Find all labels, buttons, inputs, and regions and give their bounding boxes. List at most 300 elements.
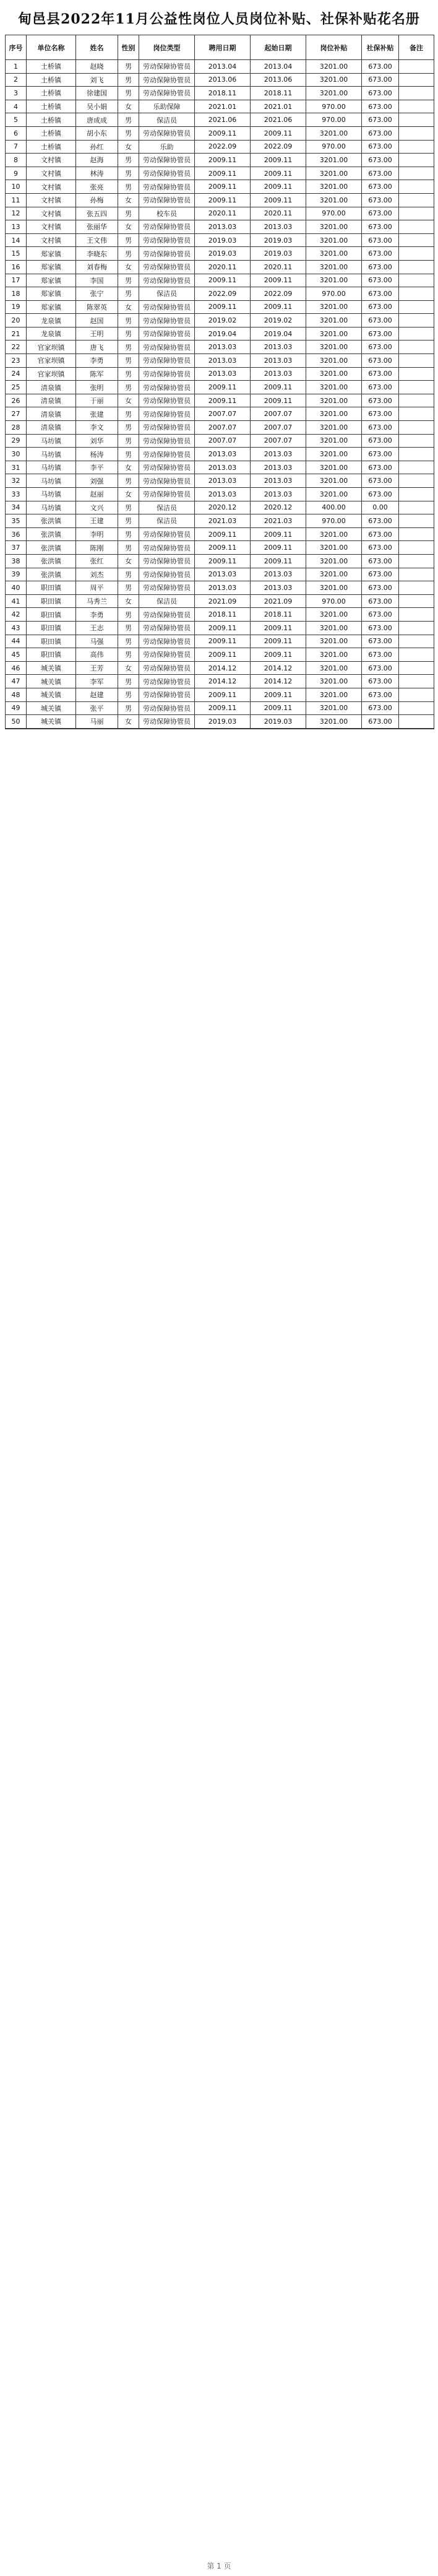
table-cell: 文村镇 xyxy=(27,207,76,220)
table-cell: 文兴 xyxy=(76,501,118,514)
table-cell xyxy=(399,340,434,353)
table-cell: 2019.03 xyxy=(251,234,306,247)
table-cell: 3201.00 xyxy=(306,662,362,675)
table-cell: 673.00 xyxy=(362,635,399,648)
table-cell: 673.00 xyxy=(362,287,399,300)
table-row xyxy=(6,435,434,448)
table-cell: 张洪镇 xyxy=(27,528,76,541)
table-cell: 3201.00 xyxy=(306,715,362,728)
table-cell: 400.00 xyxy=(306,501,362,514)
table-cell: 2013.03 xyxy=(251,488,306,501)
table-cell: 21 xyxy=(6,327,27,340)
table-cell: 郑家镇 xyxy=(27,247,76,260)
table-cell: 3201.00 xyxy=(306,74,362,87)
table-cell: 2009.11 xyxy=(251,635,306,648)
table-cell: 2009.11 xyxy=(251,381,306,394)
table-cell: 土桥镇 xyxy=(27,74,76,87)
table-cell: 673.00 xyxy=(362,541,399,554)
table-cell: 3201.00 xyxy=(306,435,362,448)
table-cell: 2013.04 xyxy=(251,60,306,73)
table-row xyxy=(6,154,434,167)
table-cell: 2009.11 xyxy=(195,180,251,193)
table-cell: 劳动保障协管员 xyxy=(139,528,195,541)
table-cell: 郑家镇 xyxy=(27,287,76,300)
table-cell: 673.00 xyxy=(362,207,399,220)
table-cell: 2009.11 xyxy=(195,635,251,648)
table-cell: 2021.03 xyxy=(251,514,306,527)
table-cell: 3201.00 xyxy=(306,274,362,287)
table-cell: 劳动保障协管员 xyxy=(139,381,195,394)
table-cell: 李勇 xyxy=(76,354,118,367)
table-cell: 12 xyxy=(6,207,27,220)
table-cell: 673.00 xyxy=(362,622,399,635)
table-cell: 王志 xyxy=(76,622,118,635)
table-cell xyxy=(399,247,434,260)
table-cell: 职田镇 xyxy=(27,595,76,608)
table-cell: 673.00 xyxy=(362,662,399,675)
table-row xyxy=(6,100,434,114)
table-cell: 26 xyxy=(6,394,27,407)
table-cell: 陈军 xyxy=(76,368,118,381)
table-cell: 李明 xyxy=(76,528,118,541)
table-cell: 男 xyxy=(118,340,139,353)
table-cell xyxy=(399,541,434,554)
table-cell: 2009.11 xyxy=(195,555,251,568)
table-row xyxy=(6,340,434,354)
table-cell: 2020.12 xyxy=(251,501,306,514)
column-header: 序号 xyxy=(6,35,27,59)
table-cell: 女 xyxy=(118,261,139,274)
table-cell xyxy=(399,167,434,180)
table-cell: 970.00 xyxy=(306,514,362,527)
table-cell: 张五四 xyxy=(76,207,118,220)
table-row xyxy=(6,622,434,635)
table-cell: 673.00 xyxy=(362,715,399,728)
table-cell: 2021.01 xyxy=(251,100,306,113)
table-cell: 张丽华 xyxy=(76,220,118,233)
table-cell: 2019.02 xyxy=(195,314,251,327)
table-cell: 2007.07 xyxy=(251,407,306,420)
table-cell: 22 xyxy=(6,340,27,353)
table-cell: 劳动保障协管员 xyxy=(139,461,195,474)
table-cell: 清泉镇 xyxy=(27,407,76,420)
table-cell: 2009.11 xyxy=(195,381,251,394)
table-cell: 49 xyxy=(6,702,27,715)
table-row xyxy=(6,301,434,314)
table-row xyxy=(6,541,434,555)
table-cell: 2013.03 xyxy=(251,474,306,487)
table-cell: 刘杰 xyxy=(76,568,118,581)
table-cell: 2013.03 xyxy=(251,220,306,233)
page-footer: 第 1 页 xyxy=(207,2562,231,2570)
table-cell: 男 xyxy=(118,314,139,327)
table-cell: 劳动保障协管员 xyxy=(139,327,195,340)
table-cell: 女 xyxy=(118,301,139,314)
table-cell: 劳动保障协管员 xyxy=(139,541,195,554)
table-header xyxy=(6,35,434,60)
table-cell: 2009.11 xyxy=(251,127,306,140)
table-cell: 文村镇 xyxy=(27,234,76,247)
table-cell: 2018.11 xyxy=(251,87,306,100)
table-cell: 龙泉镇 xyxy=(27,327,76,340)
table-cell: 男 xyxy=(118,608,139,621)
table-cell xyxy=(399,675,434,688)
column-header: 单位名称 xyxy=(27,35,76,59)
table-cell xyxy=(399,581,434,594)
table-cell: 673.00 xyxy=(362,234,399,247)
table-cell: 郑家镇 xyxy=(27,261,76,274)
table-cell xyxy=(399,688,434,701)
table-cell: 陈刚 xyxy=(76,541,118,554)
table-cell: 673.00 xyxy=(362,127,399,140)
table-cell: 劳动保障协管员 xyxy=(139,435,195,448)
table-cell: 27 xyxy=(6,407,27,420)
table-cell: 劳动保障协管员 xyxy=(139,274,195,287)
table-row xyxy=(6,514,434,528)
table-cell: 4 xyxy=(6,100,27,113)
table-cell: 郑家镇 xyxy=(27,301,76,314)
table-cell xyxy=(399,608,434,621)
table-cell: 13 xyxy=(6,220,27,233)
table-cell: 男 xyxy=(118,74,139,87)
table-cell: 2009.11 xyxy=(195,274,251,287)
table-cell: 2009.11 xyxy=(251,180,306,193)
table-cell: 2018.11 xyxy=(195,608,251,621)
table-cell: 2019.03 xyxy=(195,715,251,728)
table-cell: 3201.00 xyxy=(306,247,362,260)
table-cell xyxy=(399,154,434,167)
table-cell: 673.00 xyxy=(362,675,399,688)
table-cell: 男 xyxy=(118,327,139,340)
table-row xyxy=(6,180,434,194)
table-cell: 2009.11 xyxy=(251,622,306,635)
table-row xyxy=(6,234,434,248)
table-row xyxy=(6,702,434,716)
table-cell: 5 xyxy=(6,113,27,126)
table-cell: 8 xyxy=(6,154,27,167)
table-cell: 17 xyxy=(6,274,27,287)
table-cell xyxy=(399,501,434,514)
table-cell: 673.00 xyxy=(362,141,399,154)
table-cell: 劳动保障协管员 xyxy=(139,234,195,247)
table-cell: 2014.12 xyxy=(251,662,306,675)
table-cell xyxy=(399,287,434,300)
table-row xyxy=(6,354,434,368)
table-cell: 673.00 xyxy=(362,87,399,100)
table-cell: 44 xyxy=(6,635,27,648)
table-cell: 劳动保障协管员 xyxy=(139,474,195,487)
table-cell: 3201.00 xyxy=(306,368,362,381)
table-cell: 劳动保障协管员 xyxy=(139,74,195,87)
table-cell: 唐成成 xyxy=(76,113,118,126)
table-cell: 劳动保障协管员 xyxy=(139,555,195,568)
table-cell: 673.00 xyxy=(362,154,399,167)
table-cell: 土桥镇 xyxy=(27,113,76,126)
table-cell: 周平 xyxy=(76,581,118,594)
table-cell: 劳动保障协管员 xyxy=(139,662,195,675)
table-cell: 1 xyxy=(6,60,27,73)
table-row xyxy=(6,141,434,154)
table-cell: 劳动保障协管员 xyxy=(139,301,195,314)
table-row xyxy=(6,194,434,207)
table-cell: 吴小娟 xyxy=(76,100,118,113)
table-row xyxy=(6,167,434,181)
table-cell: 乐助 xyxy=(139,141,195,154)
table-cell: 男 xyxy=(118,648,139,661)
table-cell: 马坊镇 xyxy=(27,474,76,487)
table-cell: 2009.11 xyxy=(251,154,306,167)
table-cell: 张建 xyxy=(76,407,118,420)
table-cell: 李文 xyxy=(76,421,118,434)
table-cell: 男 xyxy=(118,407,139,420)
table-cell: 职田镇 xyxy=(27,648,76,661)
table-cell: 673.00 xyxy=(362,301,399,314)
table-cell: 土桥镇 xyxy=(27,141,76,154)
table-cell: 2014.12 xyxy=(195,662,251,675)
table-cell: 男 xyxy=(118,501,139,514)
table-cell: 2022.09 xyxy=(195,141,251,154)
table-cell: 2013.03 xyxy=(251,461,306,474)
table-cell: 2019.03 xyxy=(251,715,306,728)
table-row xyxy=(6,461,434,475)
table-cell: 31 xyxy=(6,461,27,474)
column-header: 岗位补贴 xyxy=(306,35,362,59)
table-row xyxy=(6,74,434,87)
table-cell: 673.00 xyxy=(362,461,399,474)
table-cell: 男 xyxy=(118,514,139,527)
column-header: 社保补贴 xyxy=(362,35,399,59)
table-cell: 女 xyxy=(118,488,139,501)
table-cell xyxy=(399,368,434,381)
table-cell: 2013.03 xyxy=(195,461,251,474)
table-cell: 2013.03 xyxy=(195,448,251,461)
table-cell: 970.00 xyxy=(306,100,362,113)
table-cell: 土桥镇 xyxy=(27,60,76,73)
table-cell: 劳动保障协管员 xyxy=(139,648,195,661)
table-cell: 673.00 xyxy=(362,247,399,260)
table-cell: 2020.11 xyxy=(195,207,251,220)
table-cell: 校车员 xyxy=(139,207,195,220)
table-cell: 3201.00 xyxy=(306,220,362,233)
table-cell: 2018.11 xyxy=(251,608,306,621)
table-row xyxy=(6,60,434,74)
table-cell: 673.00 xyxy=(362,421,399,434)
table-cell xyxy=(399,220,434,233)
table-cell: 劳动保障协管员 xyxy=(139,448,195,461)
table-cell: 3201.00 xyxy=(306,394,362,407)
table-cell: 男 xyxy=(118,287,139,300)
table-cell: 45 xyxy=(6,648,27,661)
table-cell: 3201.00 xyxy=(306,407,362,420)
table-cell: 男 xyxy=(118,541,139,554)
table-cell: 2013.03 xyxy=(251,568,306,581)
table-cell: 女 xyxy=(118,662,139,675)
table-cell: 673.00 xyxy=(362,194,399,207)
table-cell: 2013.06 xyxy=(251,74,306,87)
table-cell xyxy=(399,648,434,661)
table-cell: 2013.03 xyxy=(195,220,251,233)
table-cell: 20 xyxy=(6,314,27,327)
table-cell: 劳动保障协管员 xyxy=(139,354,195,367)
table-cell: 3201.00 xyxy=(306,127,362,140)
table-cell: 37 xyxy=(6,541,27,554)
table-cell: 970.00 xyxy=(306,141,362,154)
table-cell: 3201.00 xyxy=(306,555,362,568)
table-row xyxy=(6,688,434,702)
table-cell: 673.00 xyxy=(362,581,399,594)
table-cell xyxy=(399,514,434,527)
table-row xyxy=(6,662,434,675)
table-cell: 2019.04 xyxy=(251,327,306,340)
table-cell: 3201.00 xyxy=(306,314,362,327)
table-cell: 劳动保障协管员 xyxy=(139,622,195,635)
table-cell xyxy=(399,207,434,220)
table-cell: 2020.12 xyxy=(195,501,251,514)
table-cell: 2020.11 xyxy=(251,261,306,274)
table-cell: 2013.03 xyxy=(251,448,306,461)
table-cell: 2 xyxy=(6,74,27,87)
table-cell: 男 xyxy=(118,247,139,260)
table-row xyxy=(6,715,434,729)
table-cell: 2009.11 xyxy=(195,127,251,140)
table-cell: 2009.11 xyxy=(251,555,306,568)
table-cell xyxy=(399,194,434,207)
table-cell: 职田镇 xyxy=(27,581,76,594)
table-cell: 43 xyxy=(6,622,27,635)
table-cell: 673.00 xyxy=(362,435,399,448)
table-cell: 673.00 xyxy=(362,688,399,701)
table-cell: 劳动保障协管员 xyxy=(139,488,195,501)
table-cell xyxy=(399,488,434,501)
table-cell: 马坊镇 xyxy=(27,435,76,448)
table-cell: 2007.07 xyxy=(195,435,251,448)
table-cell: 男 xyxy=(118,581,139,594)
table-cell: 3201.00 xyxy=(306,448,362,461)
table-cell: 保洁员 xyxy=(139,595,195,608)
table-cell: 刘华 xyxy=(76,435,118,448)
table-cell xyxy=(399,141,434,154)
table-cell: 2013.03 xyxy=(195,354,251,367)
table-cell: 马坊镇 xyxy=(27,501,76,514)
table-row xyxy=(6,648,434,662)
table-cell: 3201.00 xyxy=(306,261,362,274)
table-cell: 城关镇 xyxy=(27,715,76,728)
table-cell: 673.00 xyxy=(362,167,399,180)
table-cell: 15 xyxy=(6,247,27,260)
table-row xyxy=(6,528,434,542)
table-cell: 女 xyxy=(118,394,139,407)
table-cell: 2009.11 xyxy=(251,394,306,407)
table-cell: 张宁 xyxy=(76,287,118,300)
table-cell: 2014.12 xyxy=(195,675,251,688)
table-cell: 2007.07 xyxy=(195,407,251,420)
table-cell: 清泉镇 xyxy=(27,394,76,407)
column-header: 姓名 xyxy=(76,35,118,59)
table-cell: 男 xyxy=(118,675,139,688)
table-cell: 673.00 xyxy=(362,514,399,527)
table-cell: 张红 xyxy=(76,555,118,568)
table-row xyxy=(6,555,434,568)
table-cell: 劳动保障协管员 xyxy=(139,421,195,434)
table-cell: 39 xyxy=(6,568,27,581)
table-cell: 673.00 xyxy=(362,100,399,113)
table-cell: 城关镇 xyxy=(27,662,76,675)
table-cell: 2013.03 xyxy=(195,488,251,501)
table-cell xyxy=(399,180,434,193)
table-cell: 劳动保障协管员 xyxy=(139,314,195,327)
table-cell xyxy=(399,568,434,581)
table-cell: 2009.11 xyxy=(251,648,306,661)
table-cell: 李军 xyxy=(76,675,118,688)
table-cell: 2009.11 xyxy=(251,702,306,715)
table-cell: 673.00 xyxy=(362,261,399,274)
table-row xyxy=(6,488,434,501)
table-cell xyxy=(399,261,434,274)
table-cell: 文村镇 xyxy=(27,167,76,180)
table-cell: 2009.11 xyxy=(195,154,251,167)
table-cell: 3201.00 xyxy=(306,381,362,394)
table-cell: 24 xyxy=(6,368,27,381)
table-cell: 劳动保障协管员 xyxy=(139,340,195,353)
table-cell: 3201.00 xyxy=(306,474,362,487)
table-row xyxy=(6,635,434,649)
table-cell: 土桥镇 xyxy=(27,100,76,113)
table-cell: 职田镇 xyxy=(27,622,76,635)
table-cell: 3201.00 xyxy=(306,622,362,635)
table-cell: 673.00 xyxy=(362,648,399,661)
table-cell: 劳动保障协管员 xyxy=(139,702,195,715)
table-row xyxy=(6,595,434,609)
table-cell: 2009.11 xyxy=(195,301,251,314)
table-cell: 18 xyxy=(6,287,27,300)
table-cell: 2007.07 xyxy=(251,421,306,434)
table-cell: 劳动保障协管员 xyxy=(139,608,195,621)
table-cell: 2009.11 xyxy=(251,301,306,314)
table-cell: 2013.03 xyxy=(195,568,251,581)
table-cell xyxy=(399,528,434,541)
table-cell: 赵国 xyxy=(76,314,118,327)
table-cell: 马坊镇 xyxy=(27,461,76,474)
table-cell xyxy=(399,301,434,314)
table-cell: 女 xyxy=(118,595,139,608)
table-cell: 劳动保障协管员 xyxy=(139,167,195,180)
table-cell: 3201.00 xyxy=(306,581,362,594)
table-cell: 3201.00 xyxy=(306,167,362,180)
table-cell: 林涛 xyxy=(76,167,118,180)
table-row xyxy=(6,327,434,341)
table-cell: 李晓东 xyxy=(76,247,118,260)
table-cell: 杨涛 xyxy=(76,448,118,461)
table-cell: 673.00 xyxy=(362,74,399,87)
table-row xyxy=(6,421,434,435)
table-cell: 2019.03 xyxy=(195,234,251,247)
table-cell: 男 xyxy=(118,528,139,541)
table-cell: 职田镇 xyxy=(27,608,76,621)
table-cell: 男 xyxy=(118,381,139,394)
table-cell: 女 xyxy=(118,194,139,207)
table-row xyxy=(6,87,434,100)
table-cell: 16 xyxy=(6,261,27,274)
table-cell: 3201.00 xyxy=(306,702,362,715)
table-cell: 保洁员 xyxy=(139,501,195,514)
table-cell: 劳动保障协管员 xyxy=(139,194,195,207)
table-cell: 3201.00 xyxy=(306,234,362,247)
table-cell: 男 xyxy=(118,127,139,140)
table-cell: 19 xyxy=(6,301,27,314)
table-cell: 2007.07 xyxy=(251,435,306,448)
table-cell: 保洁员 xyxy=(139,113,195,126)
table-cell: 3201.00 xyxy=(306,488,362,501)
